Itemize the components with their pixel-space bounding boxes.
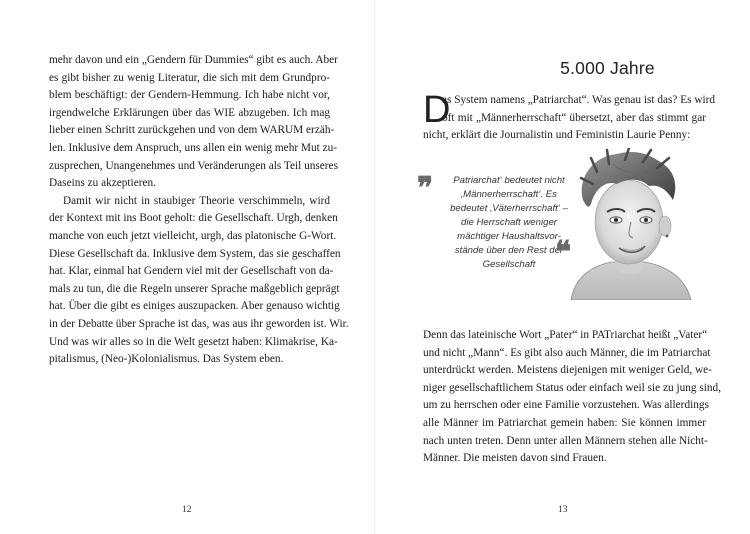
drop-cap: D: [423, 89, 451, 131]
text-line: alle Männer im Patriarchat gemein haben: Sie können immer: [423, 416, 706, 429]
text-line: Denn das lateinische Wort „Pater“ in PATriarchat heißt „Vater“: [423, 329, 708, 341]
intro-paragraph: [423, 89, 716, 145]
text-line: manche von euch jetzt vielleicht, urgh, das platonische G-Wort.: [49, 229, 337, 242]
right-page: [375, 0, 750, 534]
text-line: lieber einen Schritt zurückgehen und von dem WARUM erzäh-: [49, 124, 335, 137]
text-line: irgendwelche Erklärungen über das WIE abzugeben. Ich mag: [49, 106, 330, 119]
quote-line: Gesellschaft: [482, 259, 536, 270]
text-line: und nicht „Mann“. Es gibt also auch Männer, die im Patriarchat: [423, 346, 711, 359]
text-line: nach unten treten. Denn unter allen Männern stehen alle Nicht-: [423, 434, 708, 447]
page-number-right: 13: [558, 505, 568, 515]
text-line: es gibt bisher zu wenig Literatur, die sich mit dem Grundpro-: [49, 71, 330, 84]
text-line: blem beschäftigt: der Gendern-Hemmung. Ich habe nicht vor,: [49, 89, 330, 102]
quote-close-icon: ❝: [555, 236, 572, 269]
chapter-title: 5.000 Jahre: [560, 58, 655, 78]
text-line: Und was wir alles so in die Welt gesetzt haben: Klimakrise, Ka-: [49, 335, 338, 348]
text-line: len. Inklusive dem Anspruch, uns allen ein wenig mehr Mut zu-: [49, 141, 338, 154]
text-line: zusprechen, Unangenehmes und Veränderungen als Teil unseres: [49, 159, 338, 172]
quote-line: bedeutet ‚Väterherrschaft‘ –: [450, 203, 568, 214]
quote-open-icon: ❞: [417, 172, 434, 205]
text-line: um zu herrschen oder eine Familie vorzustehen. Was allerdings: [423, 399, 709, 412]
text-line: Männer. Die meisten davon sind Frauen.: [423, 452, 607, 465]
text-line: Damit wir nicht in staubiger Theorie verschimmeln, wird: [63, 194, 330, 207]
quote-line: die Herrschaft weniger: [461, 217, 557, 228]
text-line: as System namens „Patriarchat“. Was genau ist das? Es wird: [442, 94, 716, 106]
text-line: hat. Klar, einmal hat Gendern viel mit der Gesellschaft von da-: [49, 265, 334, 278]
text-line: der Kontext mit ins Boot geholt: die Gesellschaft. Urgh, denken: [49, 212, 338, 225]
pull-quote: [415, 172, 575, 272]
text-line: in der Debatte über Sprache ist das, was aus ihr geworden ist. Wir.: [49, 317, 349, 330]
quote-line: stände über den Rest der: [454, 245, 564, 256]
main-paragraph: [423, 327, 722, 468]
text-line: mehr davon und ein „Gendern für Dummies“ gibt es auch. Aber: [49, 54, 338, 66]
quote-line: Patriarchat‘ bedeutet nicht: [453, 175, 565, 186]
quote-line: mächtiger Haushaltsvor-: [457, 231, 561, 242]
text-line: nicht, erklärt die Journalistin und Feministin Laurie Penny:: [423, 129, 691, 142]
quote-line: ‚Männerherrschaft‘. Es: [461, 189, 557, 200]
text-line: pitalismus, (Neo-)Kolonialismus. Das System eben.: [49, 353, 284, 366]
left-page-body: [49, 52, 349, 369]
text-line: Daseins zu akzeptieren.: [49, 177, 156, 190]
text-line: unterdrückt werden. Meistens diejenigen mit weniger Geld, we-: [423, 364, 712, 377]
text-line: hat. Über die gibt es einiges auszupacken. Aber genauso wichtig: [49, 300, 340, 313]
text-line: mals zu tun, die die Regeln unserer Sprache maßgeblich geprägt: [49, 282, 340, 295]
text-line: Diese Gesellschaft da. Inklusive dem System, das sie geschaffen: [49, 247, 341, 260]
text-line: oft mit „Männerherrschaft“ übersetzt, aber das stimmt gar: [442, 111, 706, 124]
text-line: niger gesellschaftlichem Status oder einfach weil sie zu jung sind,: [423, 381, 722, 394]
portrait-illustration: [553, 148, 703, 300]
page-number-left: 12: [182, 505, 192, 515]
